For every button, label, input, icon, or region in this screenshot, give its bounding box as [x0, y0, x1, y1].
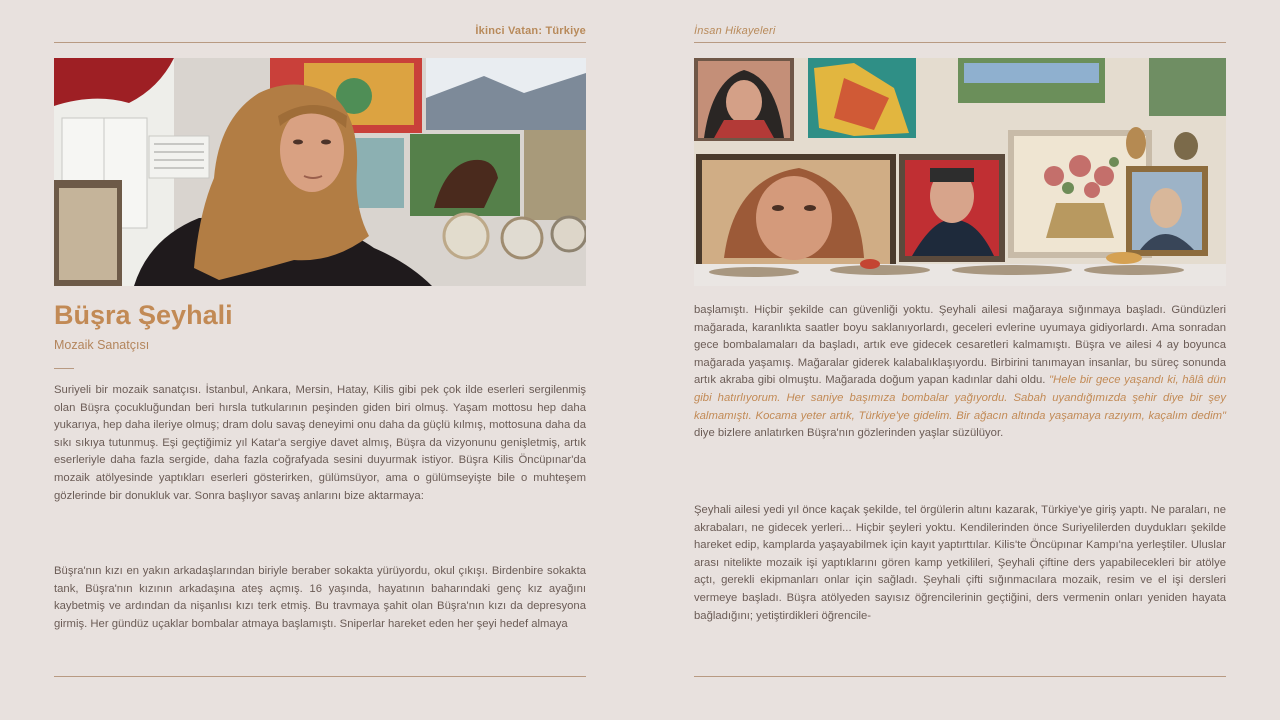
running-header: İkinci Vatan: Türkiye — [475, 25, 586, 37]
right-page — [694, 0, 1226, 720]
title-divider — [54, 368, 74, 369]
left-page — [54, 0, 586, 720]
footer-rule — [54, 676, 586, 677]
quote-text: "Hele bir gece yaşandı ki, hâlâ dün gibi hatırlıyorum. Her saniye başımıza bombalar yağıyordu. Sabah uyandığımızda şehir diye bir şey kalmamıştı. Kocama yeter artık, Türkiye'ye gidelim. Bir ağacın altında yaşamaya razıyım, kaçalım dedim" — [694, 374, 1226, 422]
subtitle: Mozaik Sanatçısı — [54, 338, 150, 352]
body-paragraph: Suriyeli bir mozaik sanatçısı. İstanbul, Ankara, Mersin, Hatay, Kilis gibi pek çok ilde eserleri sergilenmiş olan Büşra çocukluğundan beri hırsla tutkularının peşinden giden biri olmuş. Yaşam mottosu hep daha yukarıya, hep daha ileriye olmuş; dram dolu savaş deneyimi onu daha da güçlü kılmış, mottosuna daha da sıkı sıkıya tutunmuş. Eşi geçtiğimiz yıl Katar'a sergiye davet almış, Büşra da vizyonunu genişletmiş, artık eserleriyle daha fazla sergide, daha fazla coğrafyada sesini duyurmak istiyor. Büşra Kilis Öncüpınar'da mozaik atölyesinde yaptıkları eserleri gösterirken, gülümsüyor, ama o gülümseyişte bile o muhteşem gözlerinde bir donukluk var. Sonra başlıyor savaş anlarını bize aktarmaya: — [54, 384, 586, 502]
header-rule — [694, 42, 1226, 43]
body-paragraph: Şeyhali ailesi yedi yıl önce kaçak şekilde, tel örgülerin altını kazarak, Türkiye'ye giriş yaptı. Ne paraları, ne akrabaları, ne gidecek yerleri... Hiçbir şeyleri yoktu. Kendilerinden önce Suriyelilerden duydukları şekilde hareket edip, kamplarda yaşayabilmek için kayıt yaptırttılar. Kilis'te Öncüpınar Kampı'na yerleştiler. Uluslar arası nitelikte mozaik işi yaptıklarını gören kamp yetkilileri, Şeyhali çiftine ders yapabilecekleri bir atölye açtı, gerekli ekipmanları onlar için sağladı. Şeyhali çifti sığınmacılara mozaik, resim ve el işi dersleri vermeye başladı. Büşra atölyeden sayısız öğrencilerinin geçtiğini, ders vermenin onları yeniden hayata bağladığını; yetiştirdikleri öğrencile- — [694, 504, 1226, 622]
portrait-photo — [54, 58, 586, 286]
body-paragraph: Büşra'nın kızı en yakın arkadaşlarından biriyle beraber sokakta yürüyordu, okul çıkışı. Birdenbire sokakta tank, Büşra'nın kızının arkadaşına ateş açmış. 16 yaşında, hayatının baharındaki genç kız ayağını kaybetmiş ve ardından da nişanlısı kızı terk etmiş. Bu travmaya şahit olan Büşra'nın kızı da depresyona girmiş. Her gündüz uçaklar bombalar atmaya başlamıştı. Sniperlar hareket eden her şeyi hedef almaya — [54, 565, 586, 630]
running-header: İnsan Hikayeleri — [694, 25, 776, 37]
header-rule — [54, 42, 586, 43]
page-title: Büşra Şeyhali — [54, 300, 233, 330]
paragraph-text: başlamıştı. Hiçbir şekilde can güvenliği yoktu. Şeyhali ailesi mağaraya sığınmaya başladı. Gündüzleri mağarada, karanlıkta saatler boyu saklanıyorlardı, geceleri evlerine uyumaya gidiyorlardı. Ama sonradan gece bombalamaları da başladı, artık eve gidecek cesaretleri kalmamıştı. Büşra ve ailesi 4 ay boyunca mağarada yaşamış. Mağaralar giderek kalabalıklaşıyordu. Birbirini tanımayan insanlar, bu süreç sonunda artık akraba gibi olmuştu. Mağarada doğum yapan kadınlar dahi oldu. — [694, 304, 1226, 387]
mosaic-wall-photo — [694, 58, 1226, 286]
footer-rule — [694, 676, 1226, 677]
paragraph-text: diye bizlere anlatırken Büşra'nın gözlerinden yaşlar süzülüyor. — [694, 427, 1004, 440]
body-paragraph — [694, 302, 1226, 443]
